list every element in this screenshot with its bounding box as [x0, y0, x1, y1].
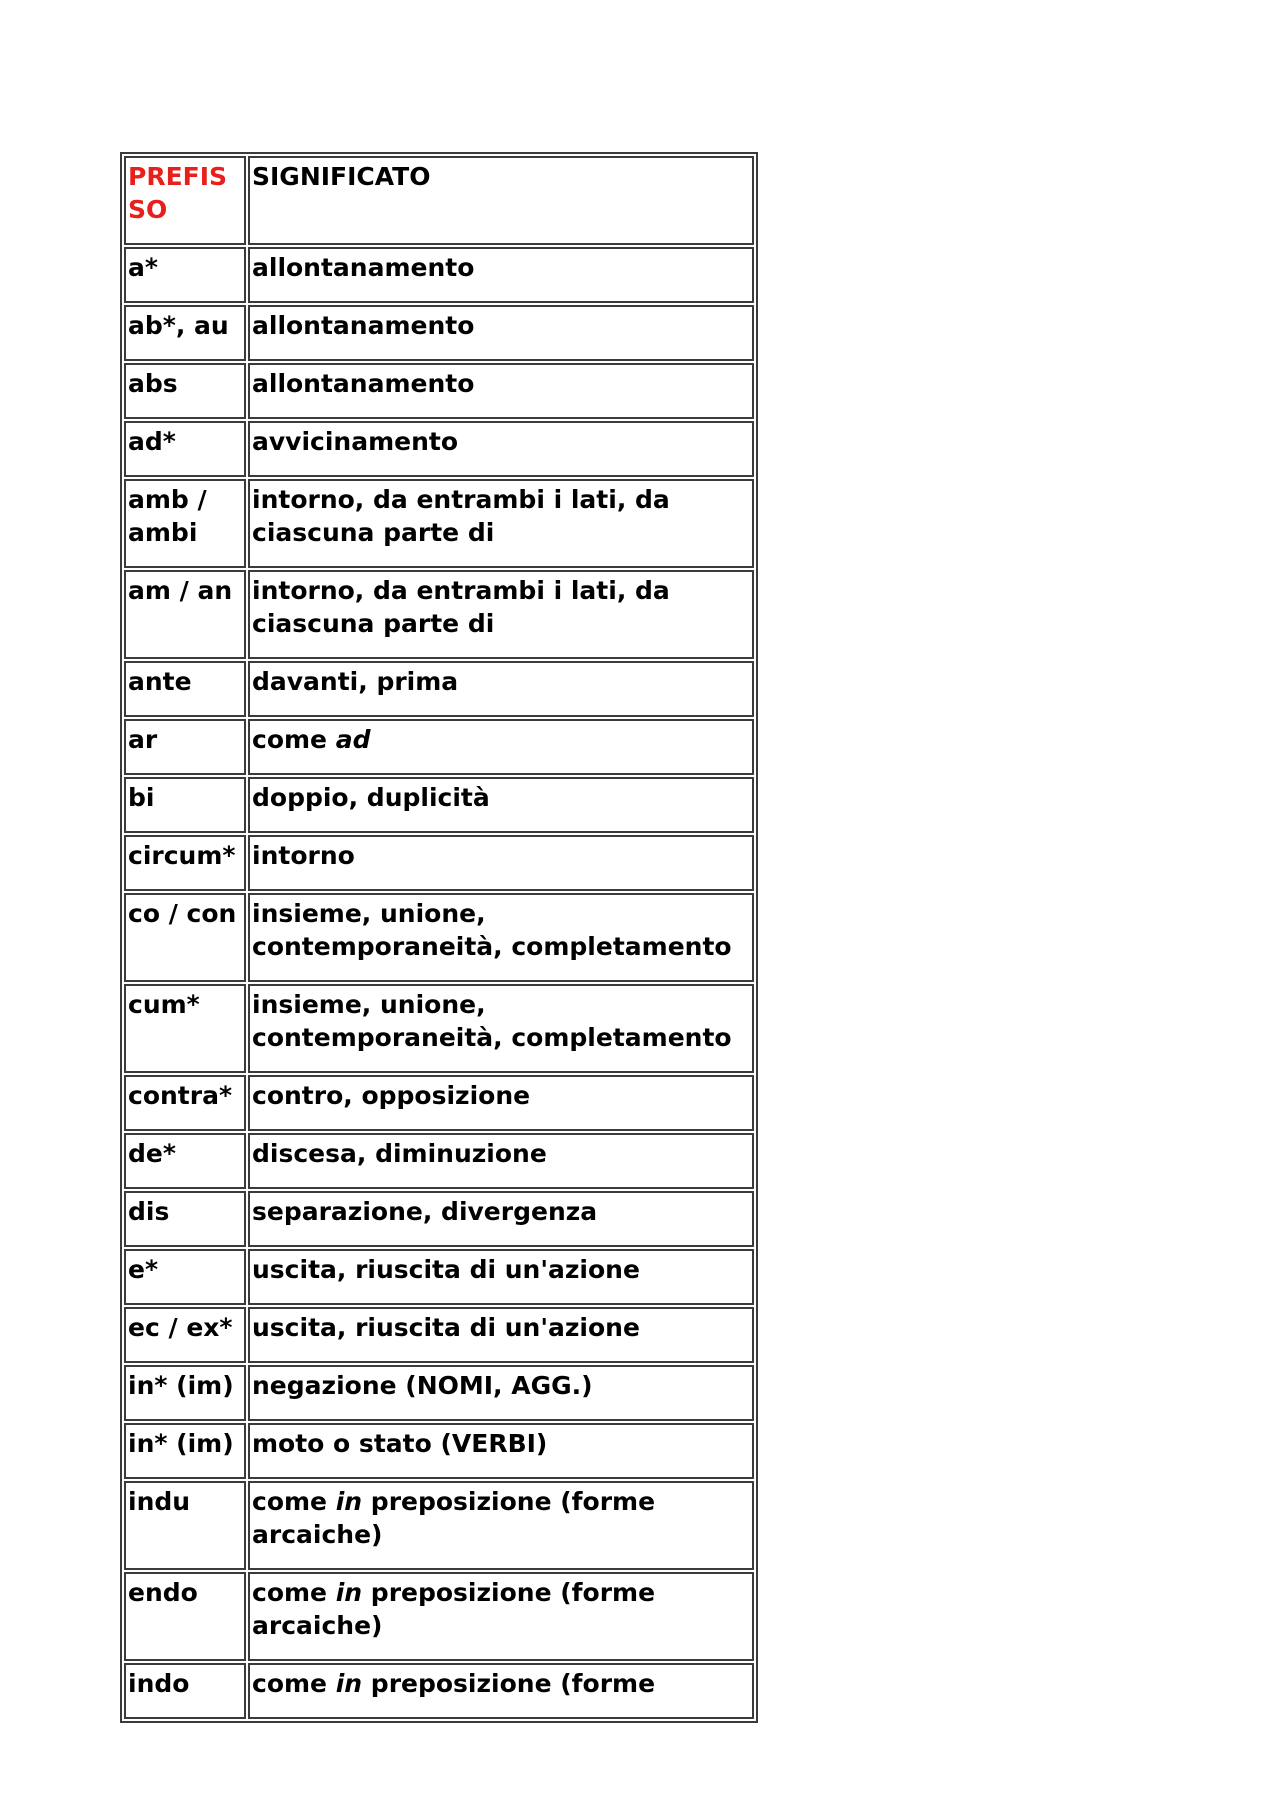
prefix-cell: circum* — [124, 835, 246, 891]
table-row — [124, 661, 754, 717]
meaning-text: preposizione (forme — [362, 1578, 656, 1607]
table-header-row — [124, 156, 754, 245]
meaning-cell: doppio, duplicità — [248, 777, 754, 833]
meaning-cell: negazione (NOMI, AGG.) — [248, 1365, 754, 1421]
table-row — [124, 777, 754, 833]
meaning-cell — [248, 570, 754, 659]
table-row — [124, 1572, 754, 1661]
meaning-text: come — [252, 1578, 336, 1607]
prefix-cell: de* — [124, 1133, 246, 1189]
meaning-line1: intorno, da entrambi i lati, da — [252, 485, 670, 514]
meaning-emphasis: in — [335, 1669, 363, 1698]
meaning-line2: arcaiche) — [252, 1520, 383, 1549]
meaning-text: preposizione (forme — [362, 1669, 656, 1698]
meaning-cell: separazione, divergenza — [248, 1191, 754, 1247]
meaning-cell: uscita, riuscita di un'azione — [248, 1249, 754, 1305]
prefix-cell: ar — [124, 719, 246, 775]
prefix-cell: endo — [124, 1572, 246, 1661]
meaning-line1: insieme, unione, — [252, 990, 486, 1019]
meaning-cell: davanti, prima — [248, 661, 754, 717]
prefix-cell: dis — [124, 1191, 246, 1247]
table-row — [124, 421, 754, 477]
meaning-text: preposizione (forme — [362, 1487, 656, 1516]
prefix-cell: abs — [124, 363, 246, 419]
prefix-cell: ante — [124, 661, 246, 717]
table-row — [124, 1307, 754, 1363]
meaning-cell — [248, 719, 754, 775]
header-prefix-line2: SO — [128, 195, 168, 224]
header-prefix-cell — [124, 156, 246, 245]
meaning-cell: uscita, riuscita di un'azione — [248, 1307, 754, 1363]
table-row — [124, 1481, 754, 1570]
prefix-cell — [124, 479, 246, 568]
meaning-emphasis: in — [335, 1578, 363, 1607]
table-row — [124, 1075, 754, 1131]
table-row — [124, 247, 754, 303]
meaning-line1: intorno, da entrambi i lati, da — [252, 576, 670, 605]
meaning-cell: allontanamento — [248, 305, 754, 361]
meaning-emphasis: in — [335, 1487, 363, 1516]
meaning-cell: avvicinamento — [248, 421, 754, 477]
prefix-cell: bi — [124, 777, 246, 833]
prefix-cell: indo — [124, 1663, 246, 1719]
prefix-cell: co / con — [124, 893, 246, 982]
prefix-cell: a* — [124, 247, 246, 303]
meaning-emphasis: ad — [335, 725, 371, 754]
meaning-cell: intorno — [248, 835, 754, 891]
meaning-text: come — [252, 1669, 336, 1698]
prefix-cell: in* (im) — [124, 1423, 246, 1479]
table-row — [124, 893, 754, 982]
meaning-text: come — [252, 1487, 336, 1516]
meaning-cell: discesa, diminuzione — [248, 1133, 754, 1189]
prefix-cell: am / an — [124, 570, 246, 659]
prefix-cell: in* (im) — [124, 1365, 246, 1421]
table-row — [124, 1365, 754, 1421]
prefix-line1: amb / — [128, 485, 207, 514]
header-meaning-cell: SIGNIFICATO — [248, 156, 754, 245]
table-row — [124, 1423, 754, 1479]
meaning-cell: allontanamento — [248, 363, 754, 419]
meaning-line2: contemporaneità, completamento — [252, 1023, 732, 1052]
meaning-text: come — [252, 725, 336, 754]
meaning-cell — [248, 1663, 754, 1719]
meaning-cell — [248, 893, 754, 982]
table-row — [124, 1191, 754, 1247]
meaning-line2: arcaiche) — [252, 1611, 383, 1640]
table-row — [124, 1249, 754, 1305]
header-prefix-line1: PREFIS — [128, 162, 228, 191]
table-row — [124, 1133, 754, 1189]
prefix-line2: ambi — [128, 518, 198, 547]
meaning-cell — [248, 1572, 754, 1661]
table-row — [124, 479, 754, 568]
table-row — [124, 363, 754, 419]
prefix-cell: ad* — [124, 421, 246, 477]
table-row — [124, 719, 754, 775]
prefix-cell: indu — [124, 1481, 246, 1570]
table-row — [124, 1663, 754, 1719]
table-row — [124, 305, 754, 361]
meaning-cell: contro, opposizione — [248, 1075, 754, 1131]
prefix-cell: cum* — [124, 984, 246, 1073]
meaning-line1: insieme, unione, — [252, 899, 486, 928]
meaning-cell — [248, 1481, 754, 1570]
table-row — [124, 984, 754, 1073]
prefix-table — [120, 152, 758, 1723]
meaning-cell: moto o stato (VERBI) — [248, 1423, 754, 1479]
meaning-line2: ciascuna parte di — [252, 609, 495, 638]
prefix-cell: ec / ex* — [124, 1307, 246, 1363]
meaning-cell: allontanamento — [248, 247, 754, 303]
prefix-cell: e* — [124, 1249, 246, 1305]
table-row — [124, 570, 754, 659]
prefix-cell: ab*, au — [124, 305, 246, 361]
meaning-cell — [248, 479, 754, 568]
meaning-line2: ciascuna parte di — [252, 518, 495, 547]
prefix-cell: contra* — [124, 1075, 246, 1131]
meaning-cell — [248, 984, 754, 1073]
table-row — [124, 835, 754, 891]
meaning-line2: contemporaneità, completamento — [252, 932, 732, 961]
